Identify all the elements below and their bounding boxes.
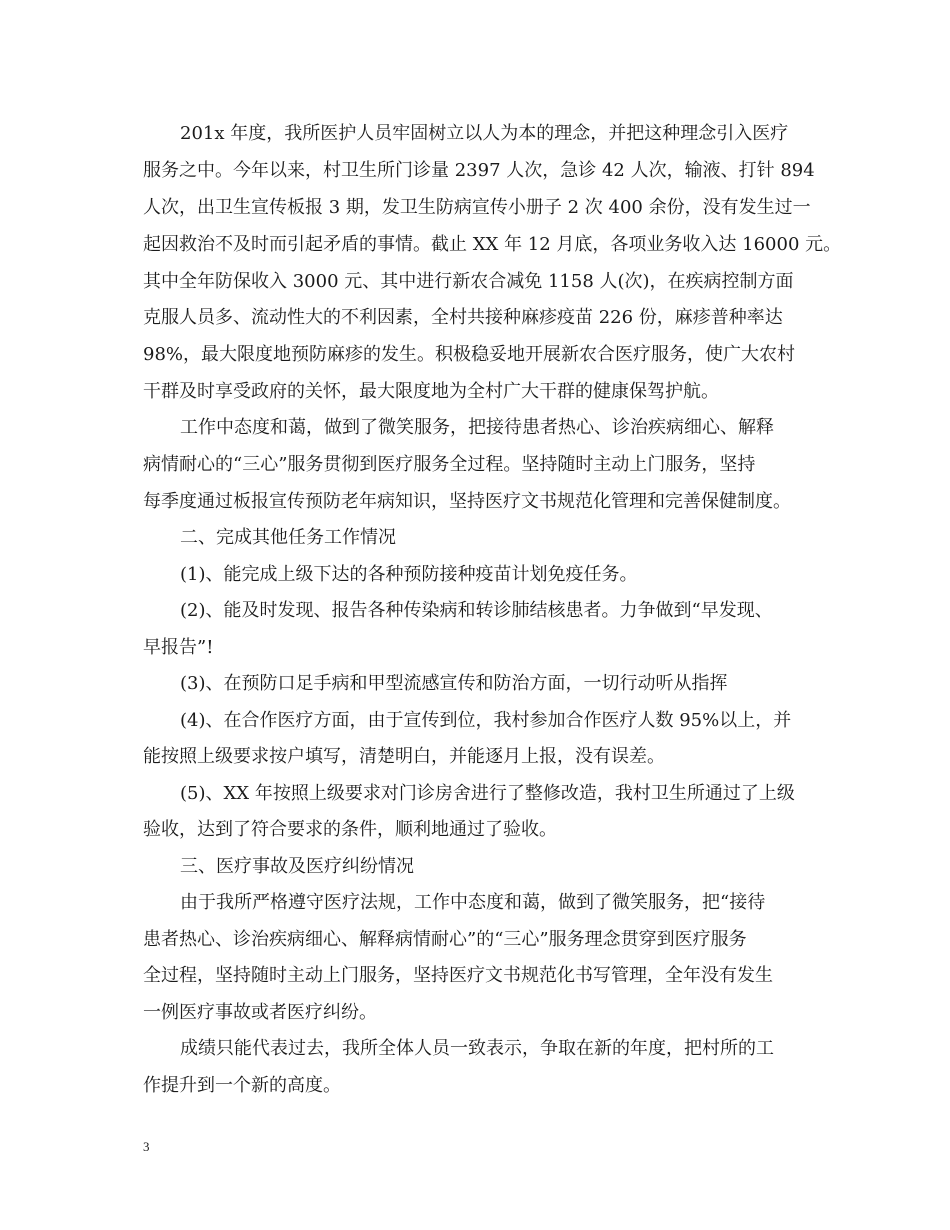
text-line: 干群及时享受政府的关怀，最大限度地为全村广大干群的健康保驾护航。 [143,381,719,402]
text-line: 201x 年度，我所医护人员牢固树立以人为本的理念，并把这种理念引入医疗 [180,123,789,144]
list-item: (3)、在预防口足手病和甲型流感宣传和防治方面，一切行动听从指挥 [180,673,728,694]
text-line: 病情耐心的“三心”服务贯彻到医疗服务全过程。坚持随时主动上门服务，坚持 [143,454,756,475]
text-line: 服务之中。今年以来，村卫生所门诊量 2397 人次，急诊 42 人次，输液、打针 894 [143,160,815,181]
text-line: 患者热心、诊治疾病细心、解释病情耐心”的“三心”服务理念贯穿到医疗服务 [143,929,747,950]
list-item: (1)、能完成上级下达的各种预防接种疫苗计划免疫任务。 [180,564,638,585]
text-line: 能按照上级要求按户填写，清楚明白，并能逐月上报，没有误差。 [143,746,665,767]
text-line: 工作中态度和蔼，做到了微笑服务，把接待患者热心、诊治疾病细心、解释 [180,417,774,438]
text-line: 克服人员多、流动性大的不利因素，全村共接种麻疹疫苗 226 份，麻疹普种率达 [143,307,783,328]
text-line: 人次，出卫生宣传板报 3 期，发卫生防病宣传小册子 2 次 400 余份，没有发生过一 [143,197,811,218]
list-item: (4)、在合作医疗方面，由于宣传到位，我村参加合作医疗人数 95%以上，并 [180,710,792,731]
text-line: 作提升到一个新的高度。 [143,1075,341,1096]
text-line: 验收，达到了符合要求的条件，顺利地通过了验收。 [143,819,557,840]
page-number: 3 [143,1139,150,1154]
text-line: 98%，最大限度地预防麻疹的发生。积极稳妥地开展新农合医疗服务，使广大农村 [143,344,796,365]
text-line: 每季度通过板报宣传预防老年病知识，坚持医疗文书规范化管理和完善保健制度。 [143,491,791,512]
list-item: (5)、XX 年按照上级要求对门诊房舍进行了整修改造，我村卫生所通过了上级 [180,783,795,804]
text-line: 成绩只能代表过去，我所全体人员一致表示，争取在新的年度，把村所的工 [180,1038,774,1059]
section-heading: 三、医疗事故及医疗纠纷情况 [180,856,414,877]
text-line: 早报告”! [143,637,214,658]
section-heading: 二、完成其他任务工作情况 [180,527,396,548]
text-line: 一例医疗事故或者医疗纠纷。 [143,1002,377,1023]
text-line: 起因救治不及时而引起矛盾的事情。截止 XX 年 12 月底，各项业务收入达 16000 元。 [143,234,842,255]
list-item: (2)、能及时发现、报告各种传染病和转诊肺结核患者。力争做到“早发现、 [180,600,773,621]
text-line: 由于我所严格遵守医疗法规，工作中态度和蔼，做到了微笑服务，把“接待 [180,892,766,913]
text-line: 其中全年防保收入 3000 元、其中进行新农合减免 1158 人(次)，在疾病控制方面 [143,271,794,292]
text-line: 全过程，坚持随时主动上门服务，坚持医疗文书规范化书写管理，全年没有发生 [143,965,773,986]
